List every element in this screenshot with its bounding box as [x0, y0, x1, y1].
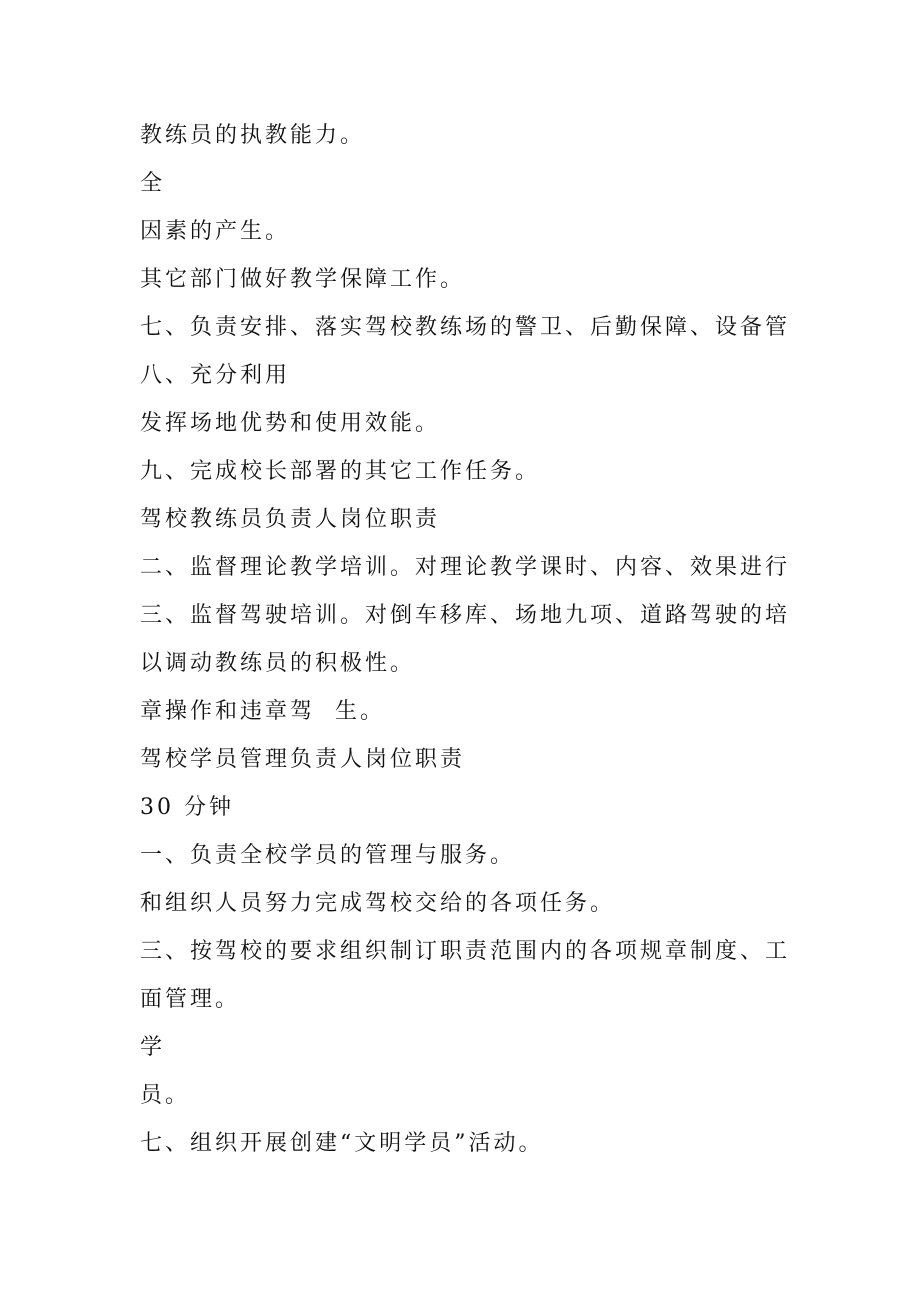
section-heading: 驾校学员管理负责人岗位职责 — [140, 747, 466, 772]
section-heading: 驾校教练员负责人岗位职责 — [140, 507, 441, 532]
text-line: 学 — [140, 1035, 166, 1060]
text-line: 三、监督驾驶培训。对倒车移库、场地九项、道路驾驶的培 — [140, 603, 791, 628]
text-line: 30 分钟 — [140, 795, 234, 820]
text-line: 以调动教练员的积极性。 — [140, 651, 416, 676]
text-line: 章操作和违章驾 生。 — [140, 699, 385, 724]
text-line: 九、完成校长部署的其它工作任务。 — [140, 459, 541, 484]
text-line: 全 — [140, 171, 166, 196]
text-line: 八、充分利用 — [140, 363, 291, 388]
text-line: 员。 — [140, 1083, 191, 1108]
text-line: 发挥场地优势和使用效能。 — [140, 411, 441, 436]
text-line: 教练员的执教能力。 — [140, 123, 366, 148]
text-line: 三、按驾校的要求组织制订职责范围内的各项规章制度、工 — [140, 939, 791, 964]
text-line: 二、监督理论教学培训。对理论教学课时、内容、效果进行 — [140, 555, 791, 580]
text-line: 面管理。 — [140, 987, 241, 1012]
text-line: 七、负责安排、落实驾校教练场的警卫、后勤保障、设备管 — [140, 315, 791, 340]
text-line: 七、组织开展创建“文明学员”活动。 — [140, 1131, 544, 1156]
text-line: 其它部门做好教学保障工作。 — [140, 267, 466, 292]
text-line: 和组织人员努力完成驾校交给的各项任务。 — [140, 891, 616, 916]
text-line: 因素的产生。 — [140, 219, 291, 244]
text-line: 一、负责全校学员的管理与服务。 — [140, 843, 516, 868]
